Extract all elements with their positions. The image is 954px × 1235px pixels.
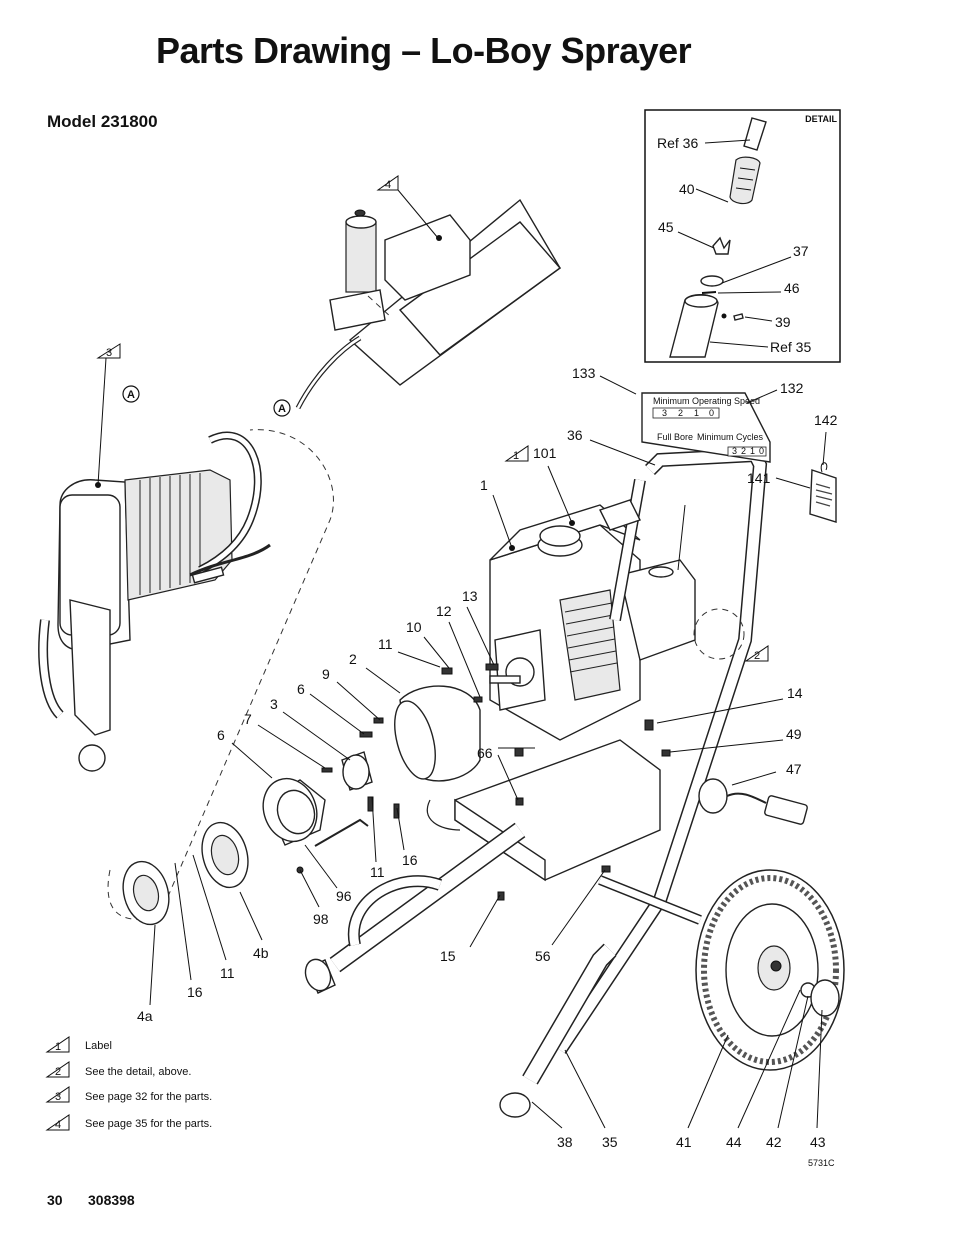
svg-text:2: 2 [55, 1066, 62, 1078]
detail-label-ref35: Ref 35 [770, 339, 812, 355]
part-label: 7 [244, 711, 252, 727]
tag-141 [810, 463, 836, 522]
part-label: 6 [297, 681, 305, 697]
detail-label-45: 45 [658, 219, 674, 235]
detail-box [645, 110, 840, 362]
detail-label-40: 40 [679, 181, 695, 197]
legend [47, 1037, 212, 1131]
part-label: 43 [810, 1134, 826, 1150]
part-label: 35 [602, 1134, 618, 1150]
svg-text:See the detail, above.: See the detail, above. [85, 1066, 192, 1078]
part-label: 9 [322, 666, 330, 682]
part-label: 6 [217, 727, 225, 743]
part-label: 44 [726, 1134, 742, 1150]
pump-assembly [298, 190, 560, 408]
legend-item [47, 1062, 191, 1078]
svg-text:See page 32 for the parts.: See page 32 for the parts. [85, 1091, 213, 1103]
svg-text:A: A [127, 389, 135, 401]
part-label: 11 [378, 636, 393, 652]
part-label: 16 [402, 852, 418, 868]
flag-1 [506, 446, 528, 462]
svg-text:4: 4 [55, 1119, 62, 1131]
part-label: 101 [533, 445, 557, 461]
plate-digit-1: 1 [694, 408, 700, 418]
part-label: 10 [406, 619, 422, 635]
part-label: 98 [313, 911, 329, 927]
part-label: 42 [766, 1134, 782, 1150]
part-label: 36 [567, 427, 583, 443]
svg-text:1: 1 [55, 1041, 62, 1053]
svg-text:3: 3 [55, 1091, 62, 1103]
part-label: 1 [480, 477, 488, 493]
part-label: 15 [440, 948, 456, 964]
wheel [696, 870, 844, 1070]
part-label: 11 [370, 864, 385, 880]
document-number: 308398 [88, 1192, 135, 1208]
plate-digit2-1: 1 [750, 446, 756, 456]
part-label: 41 [676, 1134, 692, 1150]
plate-right-caption: Minimum Cycles [697, 432, 764, 442]
detail-label-37: 37 [793, 243, 809, 259]
plate-digit-2: 2 [678, 408, 684, 418]
part-label: 16 [187, 984, 203, 1000]
part-label: 4a [137, 1008, 153, 1024]
part-label: 38 [557, 1134, 573, 1150]
legend-item [47, 1037, 112, 1053]
part-label: 13 [462, 588, 478, 604]
part-label: 141 [747, 470, 771, 486]
page-number: 30 [47, 1192, 63, 1208]
part-label: 49 [786, 726, 802, 742]
svg-text:1: 1 [513, 450, 520, 462]
part-label: 11 [220, 965, 235, 981]
part-label: 47 [786, 761, 802, 777]
legend-item [47, 1115, 212, 1131]
plate-digit-3: 3 [662, 408, 668, 418]
detail-title: DETAIL [805, 114, 837, 124]
flag-4 [378, 176, 398, 191]
part-label: 4b [253, 945, 269, 961]
svg-text:2: 2 [754, 650, 761, 662]
detail-label-39: 39 [775, 314, 791, 330]
plate-left-caption: Full Bore [657, 432, 694, 442]
flag-3 [98, 344, 120, 359]
part-label: 3 [270, 696, 278, 712]
part-label: 56 [535, 948, 551, 964]
part-label: 132 [780, 380, 804, 396]
part-label: 142 [814, 412, 838, 428]
plate-digit-0: 0 [709, 408, 715, 418]
plate-digit2-3: 3 [732, 446, 738, 456]
engine [490, 466, 695, 740]
plate-digit2-0: 0 [759, 446, 765, 456]
circle-a-right [274, 400, 290, 416]
part-label: 96 [336, 888, 352, 904]
part-label: 14 [787, 685, 803, 701]
legend-item [47, 1087, 212, 1103]
svg-text:A: A [278, 403, 286, 415]
part-label: 66 [477, 745, 493, 761]
label-plate [642, 393, 770, 462]
figure-id: 5731C [808, 1158, 835, 1168]
plate-heading: Minimum Operating Speed [653, 396, 761, 406]
part-label: 12 [436, 603, 452, 619]
part-label: 133 [572, 365, 596, 381]
circle-a-left [123, 386, 139, 402]
svg-text:4: 4 [385, 179, 392, 191]
detail-label-46: 46 [784, 280, 800, 296]
svg-text:Label: Label [85, 1040, 112, 1052]
plate-digit2-2: 2 [741, 446, 747, 456]
svg-text:3: 3 [106, 347, 113, 359]
part-label: 2 [349, 651, 357, 667]
svg-text:See page 35 for the parts.: See page 35 for the parts. [85, 1118, 213, 1130]
model-heading: Model 231800 [47, 112, 158, 131]
detail-label-ref36: Ref 36 [657, 135, 699, 151]
page-title: Parts Drawing – Lo-Boy Sprayer [156, 30, 692, 71]
